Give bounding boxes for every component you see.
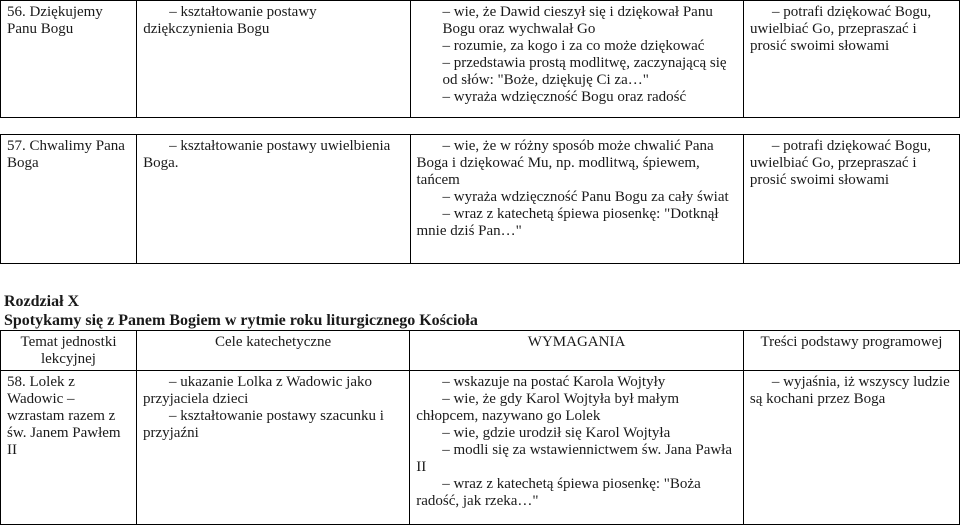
content-cell	[743, 371, 959, 525]
goal-item: – kształtowanie postawy uwielbienia Boga.	[143, 138, 403, 172]
lesson-cell	[1, 1, 137, 118]
goals-cell	[137, 1, 410, 118]
content-item: – potrafi dziękować Bogu, uwielbiać Go, przepraszać i prosić swoimi słowami	[750, 4, 953, 55]
requirement-item: – wyraża wdzięczność Bogu oraz radość	[417, 89, 738, 106]
lesson-cell	[1, 371, 137, 525]
header-row	[1, 331, 960, 371]
lesson-title: 57. Chwalimy Pana Boga	[7, 138, 125, 171]
requirement-item: – wraz z katechetą śpiewa piosenkę: "Dotknął mnie dziś Pan…"	[417, 206, 737, 240]
lesson-table-56	[0, 0, 960, 118]
requirement-item: – wie, że gdy Karol Wojtyła był małym chłopcem, nazywano go Lolek	[416, 391, 737, 425]
header-lesson: Temat jednostki lekcyjnej	[1, 331, 137, 371]
table-row	[1, 135, 960, 264]
lesson-title: 56. Dziękujemy Panu Bogu	[7, 4, 103, 37]
requirements-cell	[410, 1, 744, 118]
goal-item: – kształtowanie postawy szacunku i przyjaźni	[143, 408, 403, 442]
requirement-item: – wie, gdzie urodził się Karol Wojtyła	[416, 425, 737, 442]
header-goals: Cele katechetyczne	[136, 331, 409, 371]
goals-cell	[136, 371, 409, 525]
header-content: Treści podstawy programowej	[743, 331, 959, 371]
requirements-cell	[410, 371, 744, 525]
table-row	[1, 371, 960, 525]
table-row	[1, 1, 960, 118]
requirement-item: – przedstawia prostą modlitwę, zaczynającą się od słów: "Boże, dziękuję Ci za…"	[417, 55, 738, 89]
chapter-heading	[4, 292, 478, 330]
requirement-item: – wskazuje na postać Karola Wojtyły	[416, 374, 737, 391]
requirement-item: – wie, że w różny sposób może chwalić Pana Boga i dziękować Mu, np. modlitwą, śpiewem, tańcem	[417, 138, 737, 189]
requirement-item: – rozumie, za kogo i za co może dziękować	[417, 38, 738, 55]
content-item: – wyjaśnia, iż wszyscy ludzie są kochani przez Boga	[750, 374, 953, 408]
header-requirements: WYMAGANIA	[410, 331, 744, 371]
content-cell	[744, 1, 960, 118]
content-item: – potrafi dziękować Bogu, uwielbiać Go, przepraszać i prosić swoimi słowami	[750, 138, 953, 189]
chapter-label: Rozdział X	[4, 293, 80, 310]
requirement-item: – wyraża wdzięczność Panu Bogu za cały świat	[417, 189, 737, 206]
chapter-title: Spotykamy się z Panem Bogiem w rytmie roku liturgicznego Kościoła	[4, 312, 478, 329]
requirement-item: – wie, że Dawid cieszył się i dziękował Panu Bogu oraz wychwalał Go	[417, 4, 738, 38]
goal-item: – ukazanie Lolka z Wadowic jako przyjaciela dzieci	[143, 374, 403, 408]
lesson-table-58	[0, 330, 960, 525]
lesson-table-57	[0, 134, 960, 264]
lesson-title: 58. Lolek z Wadowic – wzrastam razem z św. Janem Pawłem II	[7, 374, 121, 458]
requirement-item: – modli się za wstawiennictwem św. Jana Pawła II	[416, 442, 737, 476]
goals-cell	[137, 135, 410, 264]
requirement-item: – wraz z katechetą śpiewa piosenkę: "Boża radość, jak rzeka…"	[416, 476, 737, 510]
content-cell	[743, 135, 959, 264]
goal-item: – kształtowanie postawy dziękczynienia Bogu	[143, 4, 403, 38]
requirements-cell	[410, 135, 743, 264]
lesson-cell	[1, 135, 137, 264]
